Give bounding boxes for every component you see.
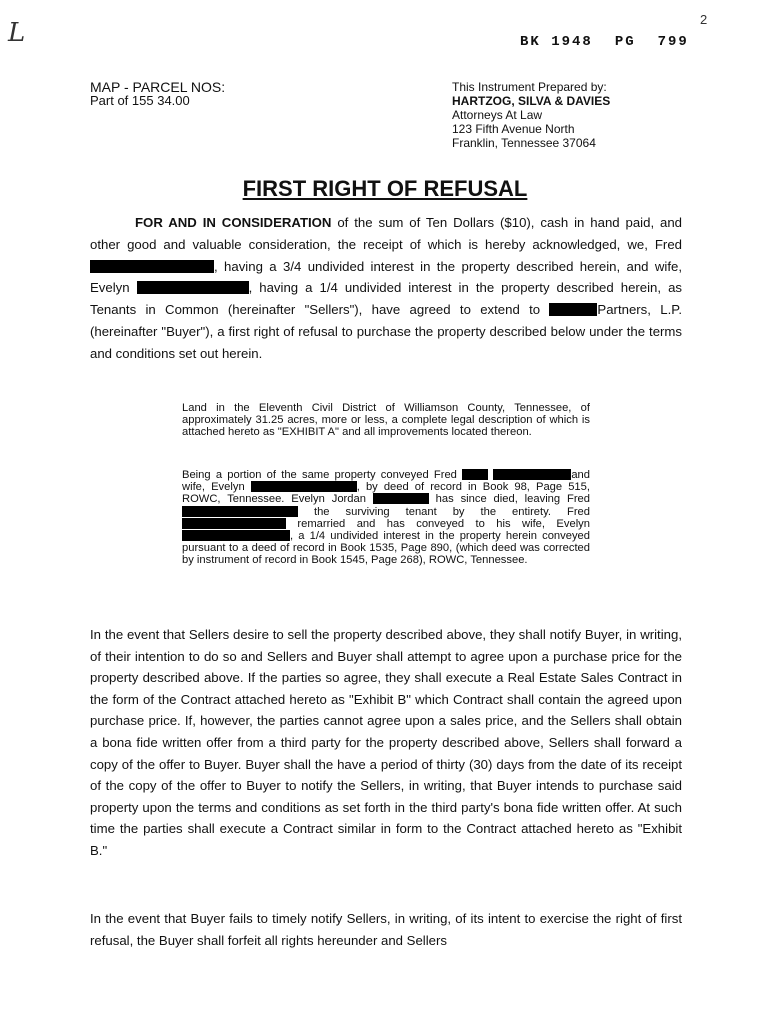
page-count-mark: 2 [700, 12, 708, 27]
firm-city: Franklin, Tennessee 37064 [452, 136, 596, 150]
map-parcel-title: MAP - PARCEL NOS: [90, 79, 226, 95]
redaction-block [549, 303, 597, 316]
handwritten-mark: L [8, 18, 26, 48]
redaction-block [462, 469, 488, 480]
consideration-lead: FOR AND IN CONSIDERATION [135, 215, 332, 230]
redaction-block [373, 493, 429, 504]
map-parcel-value: Part of 155 34.00 [90, 93, 190, 108]
redaction-block [182, 506, 298, 517]
page-label: PG [614, 34, 636, 50]
redaction-block [251, 481, 357, 492]
deed-history: Being a portion of the same property conveyed Fred and wife, Evelyn , by deed of record in Book 98, Page 515, ROWC, Tennessee. Evelyn Jordan has since died, leaving Fred the surviving tenant by the entirety. Fred remarried and has conveyed to his wife, Evelyn , a 1/4 undivided interest in the property herein conveyed pursuant to a deed of record in Book 1535, Page 890, (which deed was corrected by instrument of record in Book 1545, Page 268), ROWC, Tennessee. [182, 469, 590, 567]
redaction-block [493, 469, 571, 480]
prepared-by-label: This Instrument Prepared by: [452, 80, 607, 94]
map-parcel-block [90, 80, 225, 108]
redaction-block [90, 260, 214, 273]
consideration-paragraph: FOR AND IN CONSIDERATION of the sum of Ten Dollars ($10), cash in hand paid, and other good and valuable consideration, the receipt of which is hereby acknowledged, we, Fred , having a 3/4 undivided interest in the property described herein, and wife, Evelyn , having a 1/4 undivided interest in the property described herein, as Tenants in Common (hereinafter "Sellers"), have agreed to extend to Partners, L.P.(hereinafter "Buyer"), a first right of refusal to purchase the property described below under the terms and conditions set out herein. [90, 215, 683, 361]
fail-paragraph: In the event that Buyer fails to timely notify Sellers, in writing, of its intent to exercise the right of first refusal, the Buyer shall forfeit all rights hereunder and Sellers [90, 911, 682, 948]
book-page-reference [520, 34, 689, 50]
redaction-block [182, 530, 290, 541]
prepared-by-block [452, 80, 610, 150]
redaction-block [137, 281, 249, 294]
firm-descriptor: Attorneys At Law [452, 108, 543, 122]
document-title: FIRST RIGHT OF REFUSAL [242, 176, 528, 201]
firm-street: 123 Fifth Avenue North [452, 122, 575, 136]
book-number: BK 1948 [520, 34, 593, 50]
land-description: Land in the Eleventh Civil District of Williamson County, Tennessee, of approximately 31.25 acres, more or less, a complete legal description of which is attached hereto as "EXHIBIT A" and all improvements located thereon. [182, 402, 590, 439]
page-number: 799 [657, 34, 689, 50]
law-firm-name: HARTZOG, SILVA & DAVIES [452, 94, 611, 108]
redaction-block [182, 518, 286, 529]
event-paragraph: In the event that Sellers desire to sell the property described above, they shall notify Buyer, in writing, of their intention to do so and Sellers and Buyer shall attempt to agree upon a purchase price for the property described above. If the parties so agree, they shall execute a Real Estate Sales Contract in the form of the Contract attached hereto as "Exhibit B" which Contract shall contain the agreed upon purchase price. If, however, the parties cannot agree upon a sales price, and the Sellers shall obtain a bona fide written offer from a third party for the property described above, Sellers shall forward a copy of the offer to Buyer. Buyer shall the have a period of thirty (30) days from the date of its receipt of the copy of the offer to Buyer to notify the Sellers, in writing, that Buyer intends to purchase said property upon the terms and conditions as set forth in the third party's bona fide written offer. At such time the parties shall execute a Contract similar in form to the Contract attached hereto as "Exhibit B." [90, 627, 682, 858]
